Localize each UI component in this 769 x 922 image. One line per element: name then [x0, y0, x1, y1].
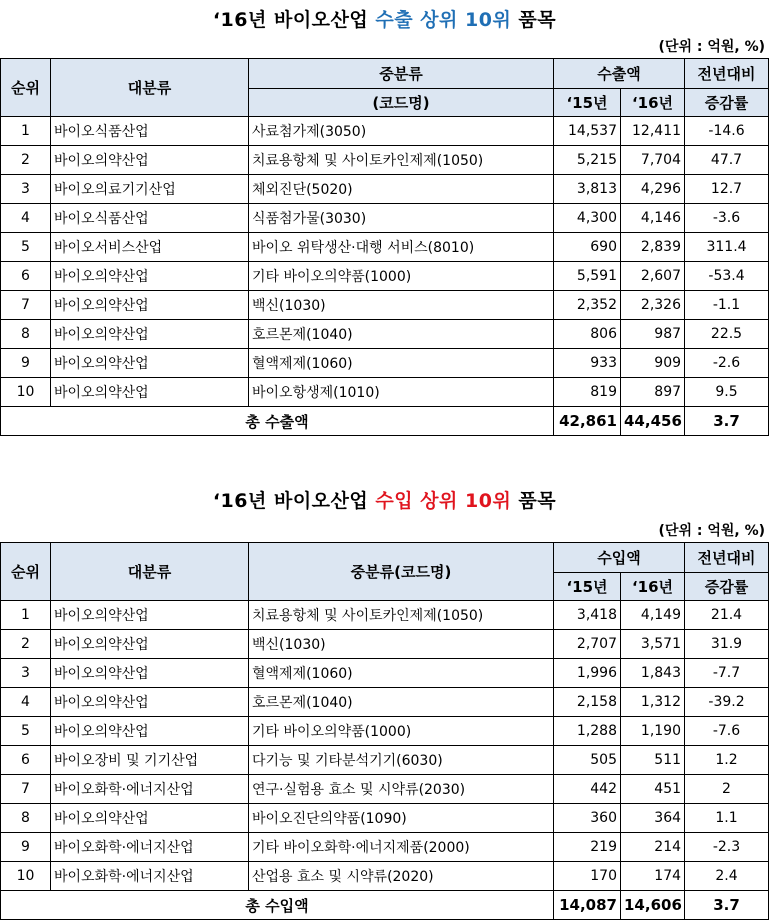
mid-category-cell: 기타 바이오화학·에너지제품(2000) — [249, 833, 554, 862]
table-row — [1, 601, 769, 630]
rank-cell: 7 — [1, 775, 51, 804]
table-row — [1, 746, 769, 775]
value-2015-cell: 5,591 — [554, 262, 621, 291]
rank-cell: 1 — [1, 601, 51, 630]
value-2016-cell: 2,839 — [621, 233, 685, 262]
major-category-cell: 바이오의약산업 — [51, 659, 249, 688]
table-row — [1, 775, 769, 804]
value-2015-cell: 4,300 — [554, 204, 621, 233]
export-header-rank: 순위 — [1, 59, 51, 117]
table-row — [1, 320, 769, 349]
change-rate-cell: 311.4 — [685, 233, 769, 262]
major-category-cell: 바이오의료기기산업 — [51, 175, 249, 204]
value-2016-cell: 2,326 — [621, 291, 685, 320]
import-header-mid: 중분류(코드명) — [249, 543, 554, 601]
table-row — [1, 630, 769, 659]
major-category-cell: 바이오의약산업 — [51, 804, 249, 833]
table-row — [1, 349, 769, 378]
rank-cell: 3 — [1, 659, 51, 688]
table-row — [1, 804, 769, 833]
mid-category-cell: 사료첨가제(3050) — [249, 117, 554, 146]
table-row — [1, 659, 769, 688]
value-2016-cell: 12,411 — [621, 117, 685, 146]
mid-category-cell: 치료용항체 및 사이토카인제제(1050) — [249, 601, 554, 630]
change-rate-cell: 1.1 — [685, 804, 769, 833]
rank-cell: 8 — [1, 320, 51, 349]
major-category-cell: 바이오의약산업 — [51, 688, 249, 717]
export-title-suffix: 품목 — [511, 9, 557, 31]
import-total-y16: 14,606 — [621, 891, 685, 920]
change-rate-cell: -2.6 — [685, 349, 769, 378]
mid-category-cell: 혈액제제(1060) — [249, 349, 554, 378]
import-total-label: 총 수입액 — [1, 891, 554, 920]
change-rate-cell: -1.1 — [685, 291, 769, 320]
value-2016-cell: 174 — [621, 862, 685, 891]
mid-category-cell: 기타 바이오의약품(1000) — [249, 262, 554, 291]
export-header-mid-line2: (코드명) — [249, 89, 554, 117]
export-total-y16: 44,456 — [621, 407, 685, 436]
value-2016-cell: 1,843 — [621, 659, 685, 688]
value-2015-cell: 1,996 — [554, 659, 621, 688]
mid-category-cell: 산업용 효소 및 시약류(2020) — [249, 862, 554, 891]
rank-cell: 4 — [1, 204, 51, 233]
export-total-y15: 42,861 — [554, 407, 621, 436]
major-category-cell: 바이오식품산업 — [51, 117, 249, 146]
rank-cell: 2 — [1, 630, 51, 659]
major-category-cell: 바이오서비스산업 — [51, 233, 249, 262]
mid-category-cell: 치료용항체 및 사이토카인제제(1050) — [249, 146, 554, 175]
import-title — [0, 486, 769, 513]
table-row — [1, 204, 769, 233]
value-2015-cell: 442 — [554, 775, 621, 804]
rank-cell: 6 — [1, 262, 51, 291]
import-header-rank: 순위 — [1, 543, 51, 601]
import-header-y16: ‘16년 — [621, 573, 685, 601]
value-2016-cell: 4,149 — [621, 601, 685, 630]
import-title-suffix: 품목 — [511, 490, 557, 512]
change-rate-cell: 1.2 — [685, 746, 769, 775]
table-row — [1, 262, 769, 291]
export-table — [0, 58, 769, 436]
export-header-amount: 수출액 — [554, 59, 685, 89]
change-rate-cell: -39.2 — [685, 688, 769, 717]
change-rate-cell: -2.3 — [685, 833, 769, 862]
mid-category-cell: 기타 바이오의약품(1000) — [249, 717, 554, 746]
value-2015-cell: 14,537 — [554, 117, 621, 146]
import-header-amount: 수입액 — [554, 543, 685, 573]
rank-cell: 3 — [1, 175, 51, 204]
value-2015-cell: 170 — [554, 862, 621, 891]
table-row — [1, 233, 769, 262]
value-2015-cell: 3,418 — [554, 601, 621, 630]
change-rate-cell: 31.9 — [685, 630, 769, 659]
import-header-change-line1: 전년대비 — [685, 543, 769, 573]
value-2015-cell: 2,707 — [554, 630, 621, 659]
rank-cell: 5 — [1, 233, 51, 262]
export-header-change-line1: 전년대비 — [685, 59, 769, 89]
major-category-cell: 바이오의약산업 — [51, 146, 249, 175]
mid-category-cell: 호르몬제(1040) — [249, 688, 554, 717]
value-2016-cell: 214 — [621, 833, 685, 862]
table-row — [1, 378, 769, 407]
export-total-row — [1, 407, 769, 436]
value-2016-cell: 1,312 — [621, 688, 685, 717]
value-2016-cell: 987 — [621, 320, 685, 349]
table-row — [1, 291, 769, 320]
value-2016-cell: 451 — [621, 775, 685, 804]
mid-category-cell: 바이오 위탁생산·대행 서비스(8010) — [249, 233, 554, 262]
value-2015-cell: 5,215 — [554, 146, 621, 175]
value-2016-cell: 3,571 — [621, 630, 685, 659]
import-header-change-line2: 증감률 — [685, 573, 769, 601]
table-row — [1, 146, 769, 175]
change-rate-cell: -7.6 — [685, 717, 769, 746]
export-total-change: 3.7 — [685, 407, 769, 436]
change-rate-cell: -53.4 — [685, 262, 769, 291]
value-2016-cell: 511 — [621, 746, 685, 775]
value-2015-cell: 360 — [554, 804, 621, 833]
export-header-change-line2: 증감률 — [685, 89, 769, 117]
export-header-y16: ‘16년 — [621, 89, 685, 117]
rank-cell: 9 — [1, 349, 51, 378]
value-2016-cell: 897 — [621, 378, 685, 407]
mid-category-cell: 혈액제제(1060) — [249, 659, 554, 688]
major-category-cell: 바이오의약산업 — [51, 262, 249, 291]
value-2016-cell: 7,704 — [621, 146, 685, 175]
value-2016-cell: 909 — [621, 349, 685, 378]
rank-cell: 10 — [1, 862, 51, 891]
mid-category-cell: 연구·실험용 효소 및 시약류(2030) — [249, 775, 554, 804]
major-category-cell: 바이오의약산업 — [51, 291, 249, 320]
mid-category-cell: 체외진단(5020) — [249, 175, 554, 204]
value-2016-cell: 4,296 — [621, 175, 685, 204]
import-total-change: 3.7 — [685, 891, 769, 920]
table-row — [1, 717, 769, 746]
value-2015-cell: 505 — [554, 746, 621, 775]
import-title-prefix: ‘16년 바이오산업 — [212, 490, 376, 512]
change-rate-cell: 22.5 — [685, 320, 769, 349]
change-rate-cell: 2 — [685, 775, 769, 804]
export-header-mid-line1: 중분류 — [249, 59, 554, 89]
change-rate-cell: -14.6 — [685, 117, 769, 146]
rank-cell: 1 — [1, 117, 51, 146]
rank-cell: 9 — [1, 833, 51, 862]
value-2016-cell: 1,190 — [621, 717, 685, 746]
major-category-cell: 바이오의약산업 — [51, 349, 249, 378]
export-unit-note: (단위 : 억원, %) — [658, 39, 765, 55]
major-category-cell: 바이오장비 및 기기산업 — [51, 746, 249, 775]
mid-category-cell: 백신(1030) — [249, 291, 554, 320]
mid-category-cell: 바이오진단의약품(1090) — [249, 804, 554, 833]
value-2015-cell: 3,813 — [554, 175, 621, 204]
value-2015-cell: 819 — [554, 378, 621, 407]
table-row — [1, 688, 769, 717]
major-category-cell: 바이오의약산업 — [51, 378, 249, 407]
value-2016-cell: 364 — [621, 804, 685, 833]
major-category-cell: 바이오화학·에너지산업 — [51, 833, 249, 862]
major-category-cell: 바이오의약산업 — [51, 717, 249, 746]
table-row — [1, 117, 769, 146]
value-2015-cell: 690 — [554, 233, 621, 262]
table-row — [1, 175, 769, 204]
mid-category-cell: 식품첨가물(3030) — [249, 204, 554, 233]
export-title-highlight: 수출 상위 10위 — [375, 9, 512, 31]
change-rate-cell: -7.7 — [685, 659, 769, 688]
mid-category-cell: 호르몬제(1040) — [249, 320, 554, 349]
value-2016-cell: 4,146 — [621, 204, 685, 233]
mid-category-cell: 다기능 및 기타분석기기(6030) — [249, 746, 554, 775]
rank-cell: 10 — [1, 378, 51, 407]
change-rate-cell: 9.5 — [685, 378, 769, 407]
value-2015-cell: 2,158 — [554, 688, 621, 717]
export-header-major: 대분류 — [51, 59, 249, 117]
value-2015-cell: 806 — [554, 320, 621, 349]
import-total-row — [1, 891, 769, 920]
change-rate-cell: 47.7 — [685, 146, 769, 175]
rank-cell: 4 — [1, 688, 51, 717]
import-total-y15: 14,087 — [554, 891, 621, 920]
table-row — [1, 833, 769, 862]
value-2015-cell: 1,288 — [554, 717, 621, 746]
import-unit-note: (단위 : 억원, %) — [658, 523, 765, 539]
change-rate-cell: 12.7 — [685, 175, 769, 204]
value-2015-cell: 933 — [554, 349, 621, 378]
change-rate-cell: -3.6 — [685, 204, 769, 233]
change-rate-cell: 2.4 — [685, 862, 769, 891]
major-category-cell: 바이오화학·에너지산업 — [51, 862, 249, 891]
major-category-cell: 바이오식품산업 — [51, 204, 249, 233]
mid-category-cell: 바이오항생제(1010) — [249, 378, 554, 407]
rank-cell: 5 — [1, 717, 51, 746]
export-title-prefix: ‘16년 바이오산업 — [212, 9, 376, 31]
table-row — [1, 862, 769, 891]
export-total-label: 총 수출액 — [1, 407, 554, 436]
major-category-cell: 바이오화학·에너지산업 — [51, 775, 249, 804]
value-2015-cell: 2,352 — [554, 291, 621, 320]
change-rate-cell: 21.4 — [685, 601, 769, 630]
major-category-cell: 바이오의약산업 — [51, 630, 249, 659]
import-title-highlight: 수입 상위 10위 — [375, 490, 512, 512]
import-table — [0, 542, 769, 920]
import-header-major: 대분류 — [51, 543, 249, 601]
major-category-cell: 바이오의약산업 — [51, 601, 249, 630]
rank-cell: 7 — [1, 291, 51, 320]
rank-cell: 8 — [1, 804, 51, 833]
export-title — [0, 5, 769, 32]
export-header-y15: ‘15년 — [554, 89, 621, 117]
import-header-y15: ‘15년 — [554, 573, 621, 601]
major-category-cell: 바이오의약산업 — [51, 320, 249, 349]
value-2016-cell: 2,607 — [621, 262, 685, 291]
mid-category-cell: 백신(1030) — [249, 630, 554, 659]
rank-cell: 6 — [1, 746, 51, 775]
rank-cell: 2 — [1, 146, 51, 175]
value-2015-cell: 219 — [554, 833, 621, 862]
